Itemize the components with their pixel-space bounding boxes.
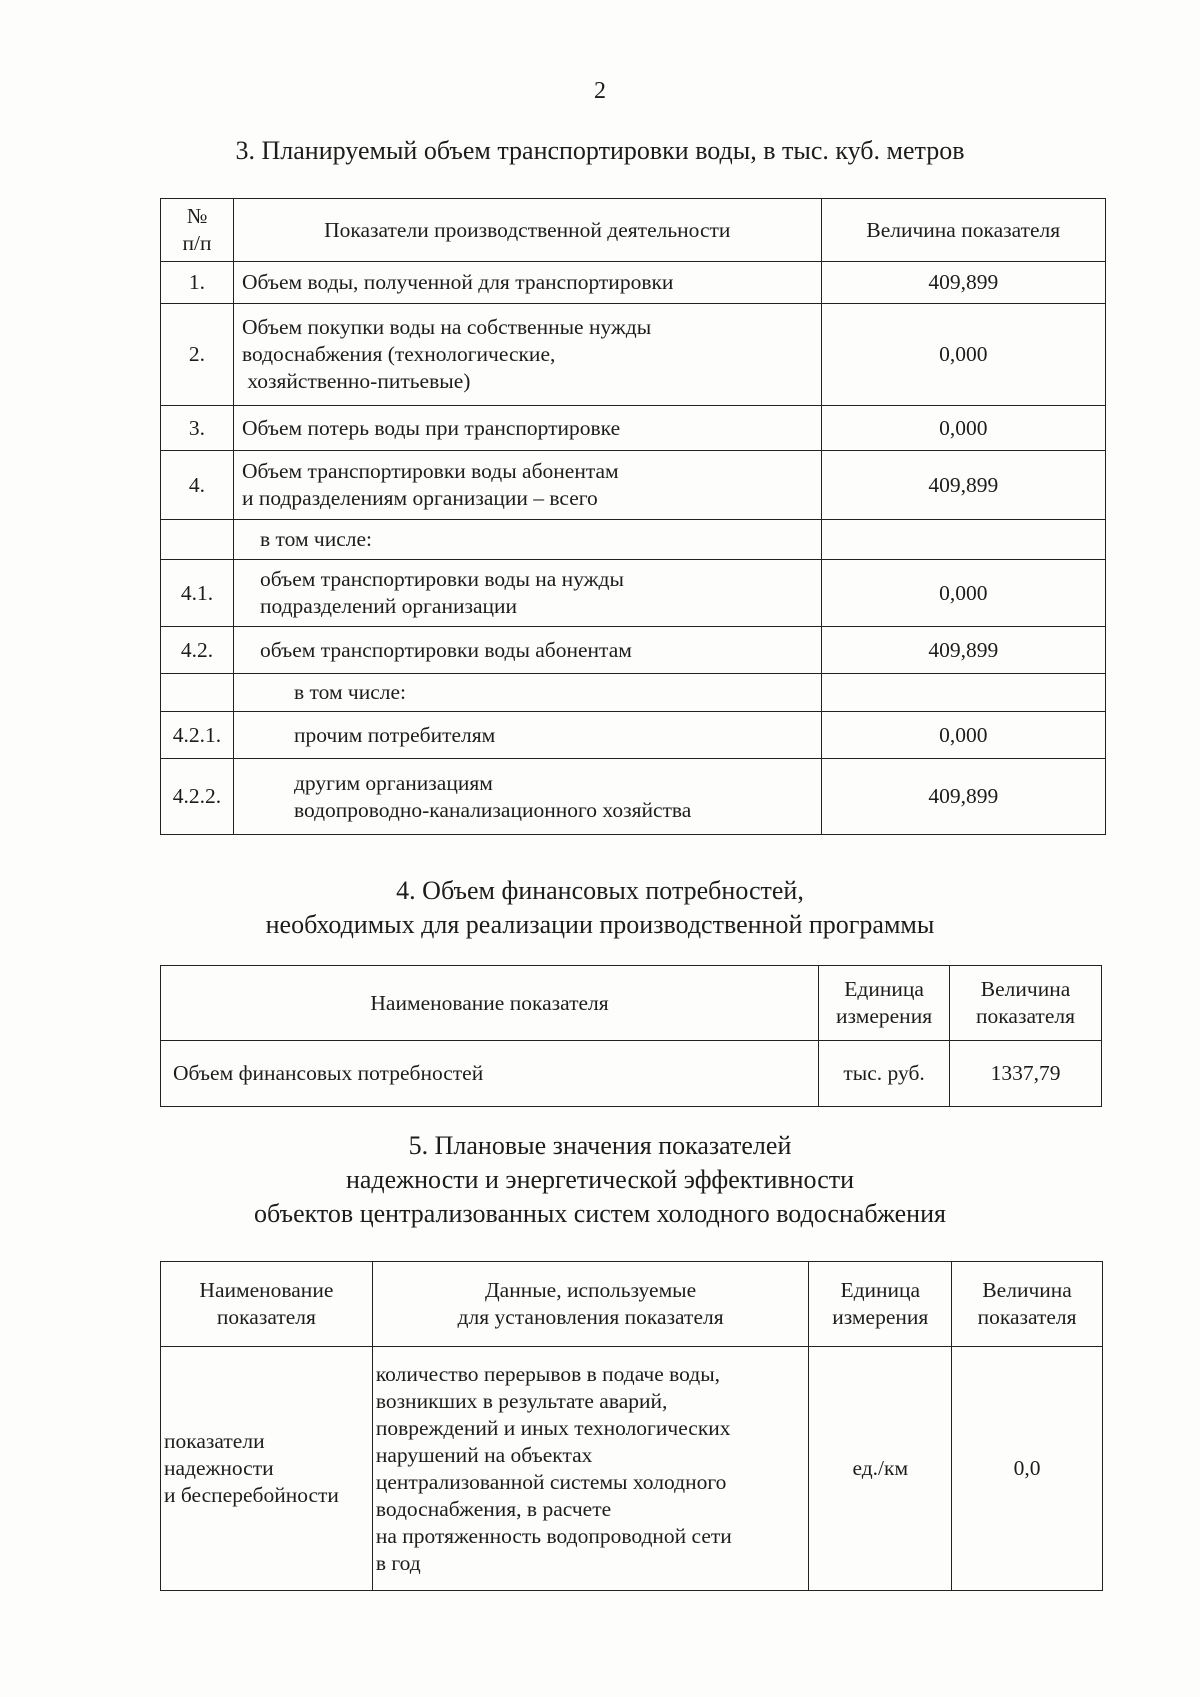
header-value-line2: показателя	[976, 1004, 1075, 1028]
section4-title-line1: 4. Объем финансовых потребностей,	[396, 876, 804, 905]
row-data-line: возникших в результате аварий,	[375, 1388, 668, 1413]
header-num-line2: п/п	[182, 231, 212, 255]
row-data-line: количество перерывов в подаче воды,	[375, 1361, 721, 1386]
header-value-line2: показателя	[977, 1305, 1077, 1329]
header-cell-value	[950, 966, 1102, 1041]
row-number: 4.	[161, 451, 234, 520]
header-cell-name: Наименование показателя	[161, 966, 819, 1041]
table-row	[161, 627, 1106, 674]
row-data	[372, 1347, 809, 1591]
row-value: 409,899	[821, 262, 1105, 304]
row-name-line: и бесперебойности	[164, 1483, 339, 1507]
row-indicator	[233, 304, 821, 406]
header-cell-number	[161, 199, 234, 262]
table-row	[161, 674, 1106, 712]
row-value: 0,000	[821, 712, 1105, 759]
section4-title	[0, 874, 1200, 942]
financial-needs-table	[160, 965, 1102, 1107]
table-row	[161, 712, 1106, 759]
header-cell-name	[161, 1262, 373, 1347]
row-indicator	[233, 406, 821, 451]
section4-title-line2: необходимых для реализации производственной программы	[265, 910, 935, 939]
row-data-line: водоснабжения, в расчете	[375, 1496, 612, 1521]
row-text-line: хозяйственно-питьевые)	[241, 369, 471, 393]
row-text-line: Объем покупки воды на собственные нужды	[241, 315, 652, 339]
header-data-line1: Данные, используемые	[485, 1278, 697, 1302]
row-text-line: объем транспортировки воды абонентам	[259, 637, 632, 662]
row-value	[821, 520, 1105, 560]
row-text-line: и подразделениям организации – всего	[241, 486, 598, 510]
table-row	[161, 1041, 1102, 1107]
row-value: 409,899	[821, 627, 1105, 674]
row-text-line: прочим потребителям	[293, 722, 496, 747]
row-number: 1.	[161, 262, 234, 304]
header-cell-value: Величина показателя	[821, 199, 1105, 262]
section5-title	[0, 1129, 1200, 1231]
row-data-line: в год	[375, 1550, 421, 1575]
row-data-line: повреждений и иных технологических	[375, 1415, 731, 1440]
row-indicator	[233, 759, 821, 835]
header-unit-line2: измерения	[836, 1004, 933, 1028]
row-indicator	[233, 674, 821, 712]
table-row	[161, 560, 1106, 627]
row-value: 0,0	[952, 1347, 1103, 1591]
row-number: 4.2.2.	[161, 759, 234, 835]
row-text-line: другим организациям	[293, 770, 493, 795]
table-header-row	[161, 1262, 1103, 1347]
header-value-line1: Величина	[980, 977, 1071, 1001]
row-value: 409,899	[821, 759, 1105, 835]
section5-title-line2: надежности и энергетической эффективности	[345, 1165, 855, 1194]
table-header-row	[161, 199, 1106, 262]
header-name-line1: Наименование	[199, 1278, 334, 1302]
row-number: 4.2.1.	[161, 712, 234, 759]
row-text-line: водоснабжения (технологические,	[241, 342, 556, 366]
row-text-line: водопроводно-канализационного хозяйства	[293, 797, 692, 822]
row-indicator	[233, 560, 821, 627]
row-name	[161, 1347, 373, 1591]
row-number: 3.	[161, 406, 234, 451]
row-text-line: в том числе:	[293, 680, 407, 704]
transport-volume-table	[160, 198, 1106, 835]
row-name-line: показатели	[164, 1429, 265, 1453]
table-row	[161, 520, 1106, 560]
header-cell-value	[952, 1262, 1103, 1347]
header-cell-unit	[809, 1262, 952, 1347]
header-unit-line1: Единица	[840, 1278, 921, 1302]
section5-title-line3: объектов централизованных систем холодного водоснабжения	[254, 1199, 946, 1228]
row-indicator	[233, 520, 821, 560]
row-unit: тыс. руб.	[819, 1041, 950, 1107]
section3-title-text: 3. Планируемый объем транспортировки воды, в тыс. куб. метров	[235, 136, 965, 165]
table-row	[161, 262, 1106, 304]
row-number	[161, 520, 234, 560]
table-row	[161, 759, 1106, 835]
header-cell-unit	[819, 966, 950, 1041]
row-number	[161, 674, 234, 712]
row-text-line: Объем потерь воды при транспортировке	[241, 415, 621, 440]
row-text-line: подразделений организации	[259, 594, 518, 618]
row-value: 0,000	[821, 406, 1105, 451]
page-number: 2	[594, 78, 606, 104]
row-number: 4.2.	[161, 627, 234, 674]
row-text-line: Объем транспортировки воды абонентам	[241, 459, 619, 483]
row-name: Объем финансовых потребностей	[161, 1041, 819, 1107]
row-number: 4.1.	[161, 560, 234, 627]
section3-title	[0, 134, 1200, 168]
row-data-line: на протяженность водопроводной сети	[375, 1523, 732, 1548]
row-data-line: централизованной системы холодного	[375, 1469, 727, 1494]
header-value-line1: Величина	[982, 1278, 1072, 1302]
table-row	[161, 304, 1106, 406]
row-name-line: надежности	[164, 1456, 274, 1480]
row-data-line: нарушений на объектах	[375, 1442, 593, 1467]
row-indicator	[233, 627, 821, 674]
header-num-line1: №	[186, 204, 208, 228]
row-indicator	[233, 712, 821, 759]
header-name-line2: показателя	[216, 1305, 316, 1329]
row-text-line: Объем воды, полученной для транспортировки	[241, 270, 674, 294]
row-value: 0,000	[821, 560, 1105, 627]
row-value: 1337,79	[950, 1041, 1102, 1107]
table-row	[161, 451, 1106, 520]
header-cell-indicator: Показатели производственной деятельности	[233, 199, 821, 262]
row-value: 409,899	[821, 451, 1105, 520]
section5-title-line1: 5. Плановые значения показателей	[408, 1131, 792, 1160]
row-indicator	[233, 262, 821, 304]
header-unit-line1: Единица	[844, 977, 924, 1001]
row-value	[821, 674, 1105, 712]
row-unit: ед./км	[809, 1347, 952, 1591]
reliability-indicators-table	[160, 1261, 1103, 1591]
header-unit-line2: измерения	[832, 1305, 929, 1329]
row-number: 2.	[161, 304, 234, 406]
table-row	[161, 1347, 1103, 1591]
header-cell-data	[372, 1262, 809, 1347]
table-header-row	[161, 966, 1102, 1041]
row-value: 0,000	[821, 304, 1105, 406]
row-text-line: в том числе:	[259, 527, 373, 551]
row-text-line: объем транспортировки воды на нужды	[259, 567, 624, 591]
table-row	[161, 406, 1106, 451]
header-data-line2: для установления показателя	[457, 1305, 724, 1329]
row-indicator	[233, 451, 821, 520]
